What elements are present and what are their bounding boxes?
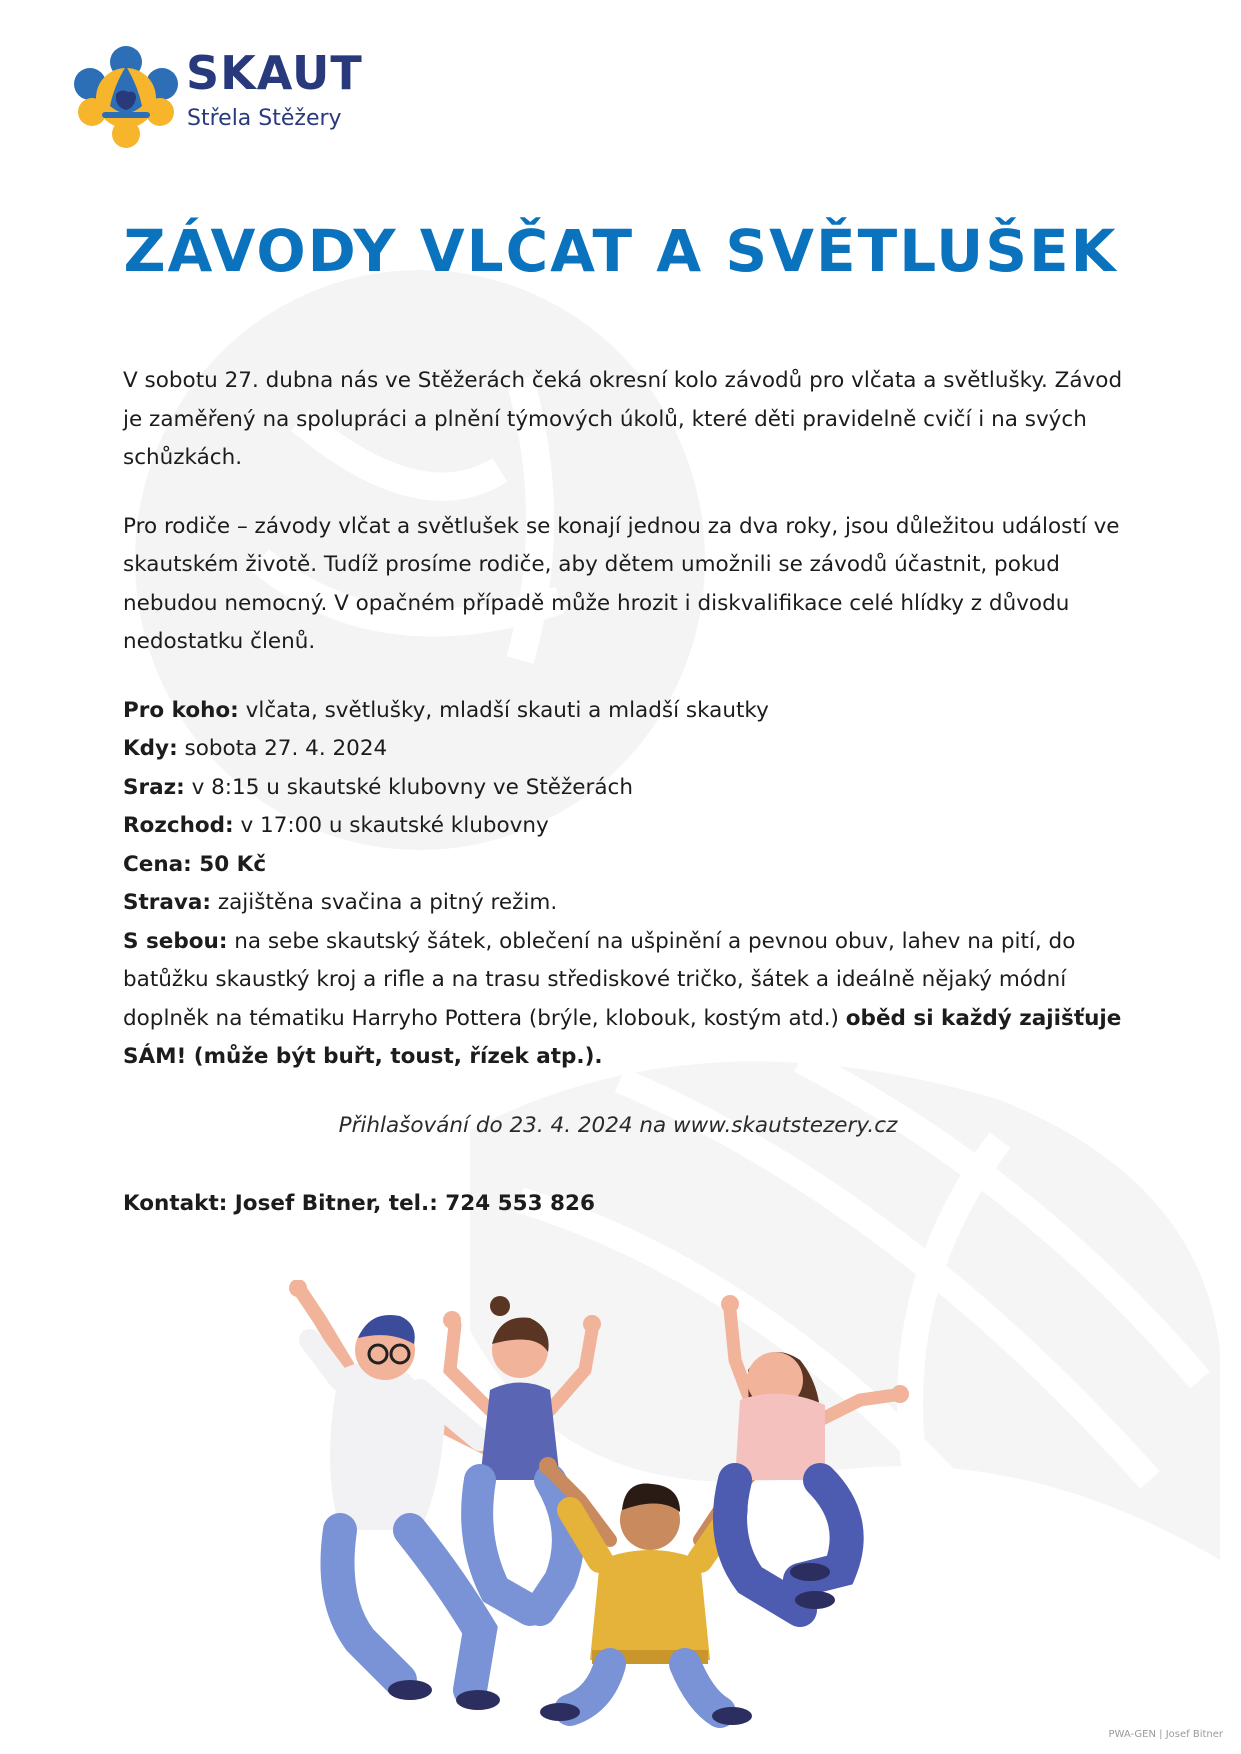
detail-price xyxy=(123,846,1123,885)
kid-pink-top xyxy=(721,1295,909,1610)
detail-when xyxy=(123,730,1123,769)
jumping-kids-illustration xyxy=(280,1280,1000,1730)
detail-who-label: Pro koho: xyxy=(123,697,239,723)
parents-paragraph: Pro rodiče – závody vlčat a světlušek se konají jednou za dva roky, jsou důležitou událostí ve skautském životě. Tudíž prosíme rodiče, aby dětem umožnili se závodů účastnit, pokud nebudou nemocný. V opačném případě může hrozit i diskvalifikace celé hlídky z důvodu nedostatku členů. xyxy=(123,513,1120,654)
footer-credit: PWA-GEN | Josef Bitner xyxy=(1108,1729,1223,1740)
detail-bring-label: S sebou: xyxy=(123,928,228,954)
detail-meet-value: v 8:15 u skautské klubovny ve Stěžerách xyxy=(191,774,633,800)
detail-end xyxy=(123,807,1123,846)
detail-meet xyxy=(123,769,1123,808)
detail-price-value: 50 Kč xyxy=(199,851,267,877)
kid-tank-top xyxy=(443,1296,601,1610)
event-details xyxy=(123,692,1123,1077)
detail-who xyxy=(123,692,1123,731)
detail-price-label: Cena: xyxy=(123,851,192,877)
detail-end-value: v 17:00 u skautské klubovny xyxy=(240,813,549,838)
organization-logo xyxy=(70,46,370,156)
logo-subtitle: Střela Stěžery xyxy=(187,106,342,131)
intro-paragraph: V sobotu 27. dubna nás ve Stěžerách čeká okresní kolo závodů pro vlčata a světlušky. Závod je zaměřený na spolupráci a plnění týmových úkolů, které děti pravidelně cvičí i na svých schůzkách. xyxy=(123,368,1123,470)
detail-end-label: Rozchod: xyxy=(123,813,234,838)
detail-food-label: Strava: xyxy=(123,890,211,915)
detail-bring-value: na sebe skautský šátek, oblečení na ušpinění a pevnou obuv, lahev na pití, do batůžku skaustký kroj a rifle a na trasu střediskové tričko, šátek a ideálně nějaký módní doplněk na tématiku Harryho Pottera (brýle, klobouk, kostým atd.) xyxy=(123,928,1076,1031)
detail-when-label: Kdy: xyxy=(123,736,178,761)
flyer-body xyxy=(123,362,1123,1224)
detail-who-value: vlčata, světlušky, mladší skauti a mladší skautky xyxy=(245,697,769,723)
detail-bring-lunch: oběd si každý zajišťuje SÁM! (může být buřt, toust, řízek atp.). xyxy=(123,1005,1122,1069)
contact-line: Kontakt: Josef Bitner, tel.: 724 553 826 xyxy=(123,1191,595,1216)
detail-food xyxy=(123,884,1123,923)
detail-meet-label: Sraz: xyxy=(123,774,185,800)
page-title: ZÁVODY VLČAT A SVĚTLUŠEK xyxy=(123,217,1118,285)
detail-bring xyxy=(123,923,1123,1077)
detail-food-value: zajištěna svačina a pitný režim. xyxy=(217,890,558,915)
logo-title: SKAUT xyxy=(186,46,363,100)
detail-when-value: sobota 27. 4. 2024 xyxy=(184,736,388,761)
registration-note: Přihlašování do 23. 4. 2024 na www.skautstezery.cz xyxy=(338,1112,898,1138)
scout-lily-icon xyxy=(70,46,182,150)
